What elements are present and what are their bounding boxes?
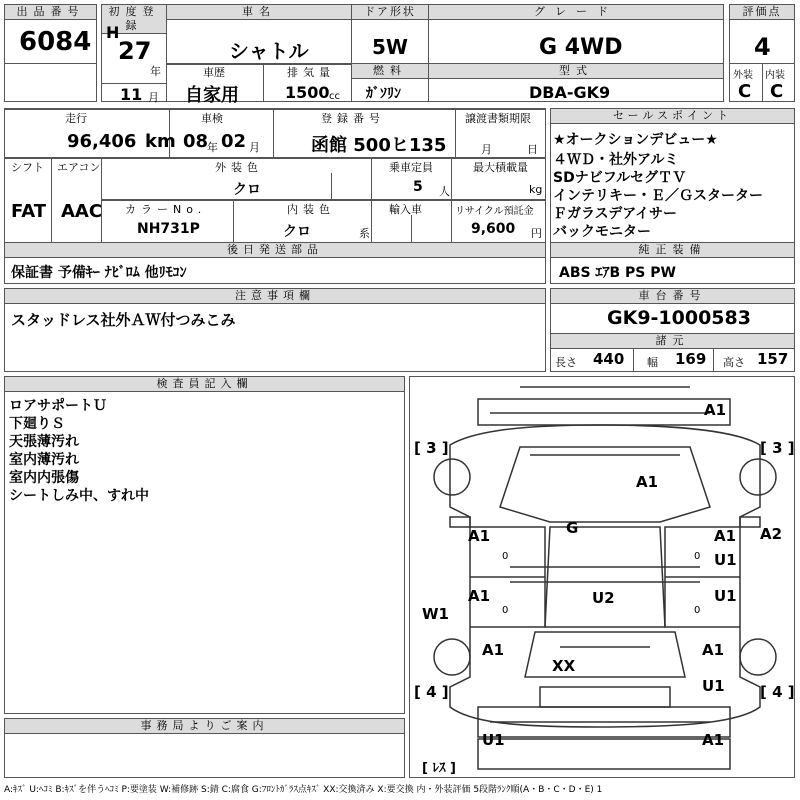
mark-windshield: G — [566, 519, 579, 537]
displacement-unit: cc — [329, 91, 340, 102]
mileage: 96,406 — [67, 131, 137, 152]
insp-year-unit: 年 — [207, 141, 218, 154]
first-reg-label: 初度登録 — [102, 5, 166, 34]
mark-left-rear-door: A1 — [468, 587, 491, 605]
month-unit: 月 — [148, 91, 159, 104]
inspector-line-5: 室内内張傷 — [9, 470, 79, 486]
grade-label: グレード — [429, 5, 723, 20]
notes-box — [4, 288, 546, 372]
era: H — [106, 23, 120, 42]
later-parts: 保証書 予備ｷｰ ﾅﾋﾞﾛﾑ 他ﾘﾓｺﾝ — [11, 265, 187, 281]
sales-line-1: ★オークションデビュー★ — [553, 132, 718, 148]
mark-rear-bumper-left: U1 — [482, 731, 505, 749]
reg-month: 11 — [120, 85, 143, 104]
legend: A:ｷｽﾞ U:ﾍｺﾐ B:ｷｽﾞを伴うﾍｺﾐ P:要塗装 W:補修跡 S:錆 C:腐食 G:ﾌﾛﾝﾄｶﾞﾗｽ点ｷｽﾞ XX:交換済み X:要交換 内・外装評価 5段階ﾗﾝｸ順(A・B・C・D・E) 1 — [4, 785, 603, 795]
transfer-day-unit: 日 — [527, 143, 538, 156]
lot-number: 6084 — [19, 27, 92, 57]
door-mark-fr: 0 — [694, 551, 701, 562]
ext-score: C — [738, 81, 752, 102]
ext-label: 外装 — [733, 70, 753, 81]
max-load-label: 最大積載量 — [473, 161, 528, 174]
max-load-unit: kg — [529, 183, 543, 196]
mark-left-rear-quarter: A1 — [482, 641, 505, 659]
sales-line-4: インテリキー・Ｅ／Ｇスターター — [553, 188, 763, 204]
recycle-unit: 円 — [531, 227, 542, 240]
score-label: 評価点 — [730, 5, 794, 20]
mark-left-sill: W1 — [422, 605, 449, 623]
door-box — [351, 4, 429, 102]
mark-left-front-door: A1 — [468, 527, 491, 545]
info-box — [4, 108, 546, 284]
mark-right-front-door-a: A1 — [714, 527, 737, 545]
transfer-month-unit: 月 — [481, 143, 492, 156]
grade-box — [428, 4, 724, 102]
sales-line-3: SDナビフルセグＴＶ — [553, 170, 687, 186]
tire-rear-right: [ 4 ] — [760, 683, 795, 701]
displacement-label: 排気量 — [287, 66, 335, 79]
chassis-label: 車台番号 — [551, 289, 794, 304]
inspector-line-4: 室内薄汚れ — [9, 452, 79, 468]
tire-rr-value: 4 — [772, 683, 783, 701]
car-diagram — [409, 376, 795, 778]
length-label: 長さ — [555, 356, 577, 369]
tire-front-right: [ 3 ] — [760, 439, 795, 457]
tire-fr-value: 3 — [772, 439, 783, 457]
reg-no-label: 登録番号 — [321, 112, 385, 125]
color-no: NH731P — [137, 221, 200, 237]
int-color-unit: 系 — [359, 227, 370, 240]
car-outline — [410, 377, 794, 777]
sales-line-5: Ｆガラスデアイサー — [553, 206, 678, 222]
spare-tire: [ ﾚｽ ] — [422, 761, 456, 776]
length: 440 — [593, 350, 625, 368]
sales-label: セールスポイント — [551, 109, 794, 124]
history: 自家用 — [185, 85, 239, 106]
later-parts-label: 後日発送部品 — [5, 243, 545, 258]
inspector-label: 検査員記入欄 — [5, 377, 404, 392]
displacement: 1500 — [285, 83, 330, 102]
car-name: シャトル — [229, 39, 309, 63]
sales-line-6: バックモニター — [553, 224, 651, 240]
insp-month-unit: 月 — [249, 141, 260, 154]
transfer-label: 譲渡書類期限 — [465, 112, 531, 125]
score-box — [729, 4, 795, 102]
history-label: 車歴 — [203, 66, 225, 79]
mileage-label: 走行 — [65, 112, 87, 125]
door-label: ドア形状 — [352, 5, 428, 20]
capacity: 5 — [413, 179, 423, 195]
model-label: 型式 — [429, 64, 723, 79]
grade: G 4WD — [539, 35, 623, 60]
int-color-label: 内装色 — [287, 203, 335, 216]
width: 169 — [675, 350, 707, 368]
width-label: 幅 — [647, 356, 658, 369]
int-color: クロ — [283, 224, 311, 240]
shift: FAT — [11, 201, 47, 222]
height: 157 — [757, 350, 789, 368]
office-box — [4, 718, 405, 778]
inspection-year: 08 — [183, 131, 209, 152]
score: 4 — [754, 33, 771, 61]
ext-color-label: 外装色 — [215, 161, 263, 174]
first-reg-box — [101, 4, 167, 102]
reg-year: 27 — [118, 37, 152, 65]
recycle-label: リサイクル預託金 — [455, 206, 534, 217]
mark-right-rear-u: U1 — [702, 677, 725, 695]
tire-front-left: [ 3 ] — [414, 439, 449, 457]
ext-color: クロ — [233, 182, 261, 198]
specs-label: 諸元 — [551, 334, 794, 349]
mark-rear: XX — [552, 657, 576, 675]
inspector-line-6: シートしみ中、すれ中 — [9, 488, 149, 504]
inspector-line-3: 天張薄汚れ — [9, 434, 79, 450]
inspector-box — [4, 376, 405, 714]
recycle-amount: 9,600 — [471, 221, 516, 237]
door-type: 5W — [372, 35, 408, 59]
notes: スタッドレス社外ＡＷ付つみこみ — [11, 311, 236, 329]
reg-number: 函館 500ヒ135 — [311, 135, 447, 156]
mark-right-front-door-u: U1 — [714, 551, 737, 569]
color-no-label: カラーNo. — [125, 203, 207, 216]
model: DBA-GK9 — [529, 83, 611, 102]
door-mark-fl: 0 — [502, 551, 509, 562]
tire-rear-left: [ 4 ] — [414, 683, 449, 701]
equipment-label: 純正装備 — [551, 243, 794, 258]
car-name-label: 車名 — [167, 5, 351, 20]
tire-fl-value: 3 — [426, 439, 437, 457]
mark-roof-front: A1 — [704, 401, 727, 419]
sales-box — [550, 108, 795, 284]
car-name-box — [166, 4, 352, 106]
mark-right-rear-quarter: A1 — [702, 641, 725, 659]
ac: AAC — [61, 201, 103, 222]
lot-box — [4, 4, 97, 102]
lot-label: 出品番号 — [5, 5, 96, 20]
mark-roof: U2 — [592, 589, 615, 607]
year-unit: 年 — [150, 65, 161, 78]
inspector-line-1: ロアサポートＵ — [9, 398, 107, 414]
chassis-number: GK9-1000583 — [607, 307, 751, 329]
capacity-unit: 人 — [439, 185, 450, 198]
office-label: 事務局よりご案内 — [5, 719, 404, 734]
spare-value: ﾚｽ — [432, 761, 446, 776]
mark-right-rear-door: U1 — [714, 587, 737, 605]
inspection-label: 車検 — [201, 112, 223, 125]
mark-front-right-fender: A2 — [760, 525, 783, 543]
inspection-month: 02 — [221, 131, 247, 152]
import-label: 輸入車 — [389, 203, 422, 216]
mark-rear-bumper-right: A1 — [702, 731, 725, 749]
mileage-unit: km — [145, 131, 176, 152]
capacity-label: 乗車定員 — [389, 161, 433, 174]
equipment: ABS ｴｱB PS PW — [559, 265, 676, 281]
int-label: 内装 — [765, 70, 785, 81]
fuel-label: 燃料 — [352, 64, 428, 79]
height-label: 高さ — [723, 356, 745, 369]
shift-label: シフト — [11, 161, 44, 174]
notes-label: 注意事項欄 — [5, 289, 545, 304]
ac-label: エアコン — [57, 161, 101, 174]
fuel: ｶﾞｿﾘﾝ — [366, 86, 401, 102]
chassis-box — [550, 288, 795, 372]
door-mark-rr: 0 — [694, 605, 701, 616]
int-score: C — [770, 81, 784, 102]
inspector-line-2: 下廻りＳ — [9, 416, 65, 432]
door-mark-rl: 0 — [502, 605, 509, 616]
tire-rl-value: 4 — [426, 683, 437, 701]
sales-line-2: ４ＷＤ・社外アルミ — [553, 152, 679, 168]
mark-hood: A1 — [636, 473, 659, 491]
